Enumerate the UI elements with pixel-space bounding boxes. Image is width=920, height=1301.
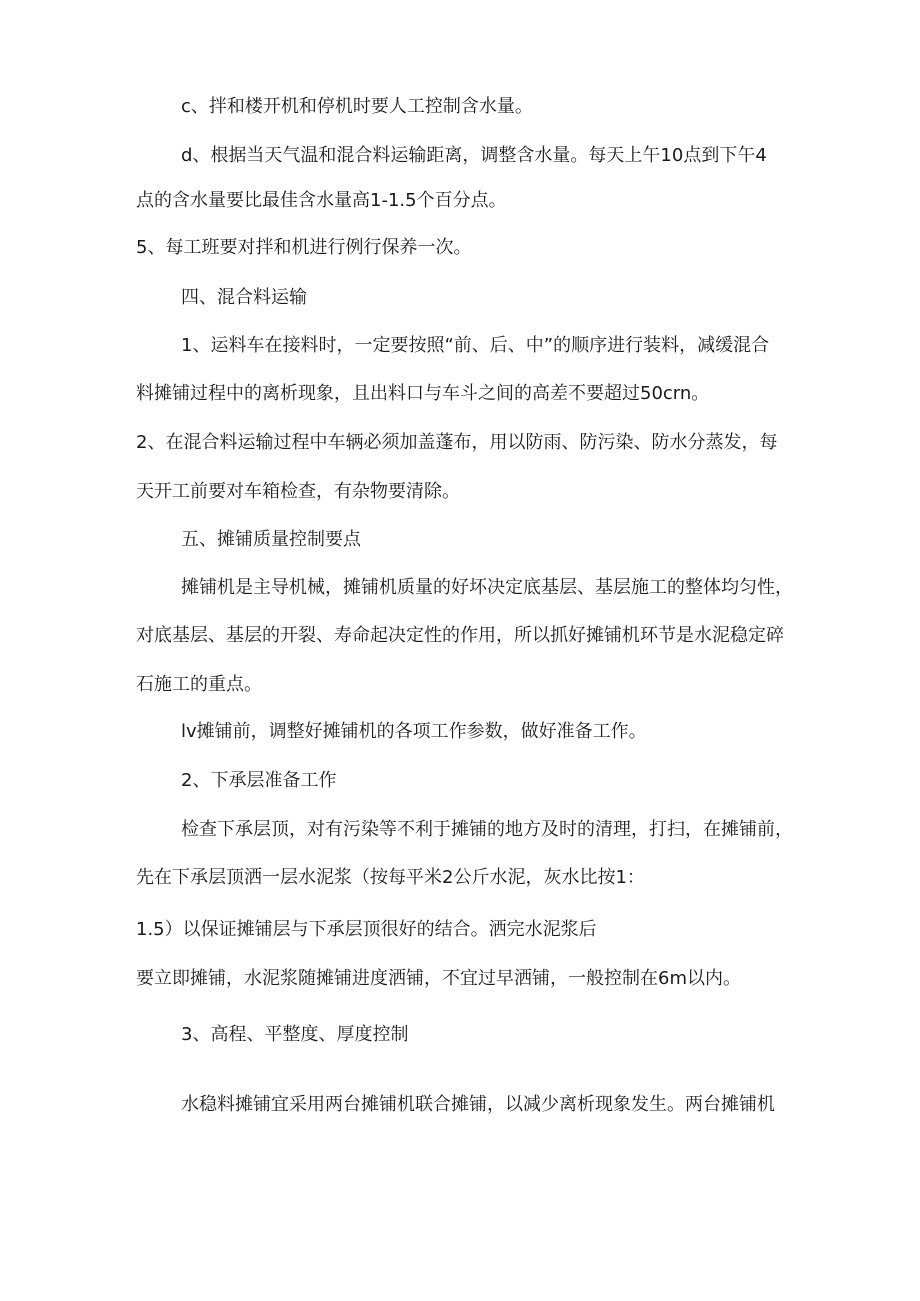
paragraph-line: 对底基层、基层的开裂、寿命起决定性的作用，所以抓好摊铺机环节是水泥稳定碎: [136, 625, 784, 646]
paragraph-line: 5、每工班要对拌和机进行例行保养一次。: [136, 237, 472, 258]
section-heading: 五、摊铺质量控制要点: [181, 529, 361, 550]
paragraph-line: 先在下承层顶洒一层水泥浆（按每平米2公斤水泥，灰水比按1：: [136, 867, 645, 888]
paragraph-line: 要立即摊铺，水泥浆随摊铺进度洒铺，不宜过早洒铺，一般控制在6m以内。: [136, 968, 741, 989]
paragraph-line: 2、在混合料运输过程中车辆必须加盖蓬布，用以防雨、防污染、防水分蒸发，每: [136, 432, 778, 453]
paragraph-line: 点的含水量要比最佳含水量高1-1.5个百分点。: [136, 190, 507, 211]
paragraph-line: 1.5）以保证摊铺层与下承层顶很好的结合。洒完水泥浆后: [136, 919, 597, 940]
paragraph-line: lv摊铺前，调整好摊铺机的各项工作参数，做好准备工作。: [181, 721, 647, 742]
paragraph-line: 摊铺机是主导机械，摊铺机质量的好坏决定底基层、基层施工的整体均匀性，: [181, 577, 793, 598]
section-heading: 四、混合料运输: [181, 287, 307, 308]
section-heading: 2、下承层准备工作: [181, 770, 337, 791]
section-heading: 3、高程、平整度、厚度控制: [181, 1024, 409, 1045]
paragraph-line: c、拌和楼开机和停机时要人工控制含水量。: [181, 96, 533, 117]
paragraph-line: 水稳料摊铺宜采用两台摊铺机联合摊铺，以减少离析现象发生。两台摊铺机: [181, 1094, 775, 1115]
paragraph-line: 天开工前要对车箱检查，有杂物要清除。: [136, 481, 460, 502]
paragraph-line: 料摊铺过程中的离析现象，且出料口与车斗之间的高差不要超过50crn。: [136, 383, 710, 404]
paragraph-line: d、根据当天气温和混合料运输距离，调整含水量。每天上午10点到下午4: [181, 145, 767, 166]
paragraph-line: 石施工的重点。: [136, 674, 262, 695]
paragraph-line: 检查下承层顶，对有污染等不利于摊铺的地方及时的清理，打扫，在摊铺前，: [181, 819, 793, 840]
paragraph-line: 1、运料车在接料时，一定要按照“前、后、中”的顺序进行装料，减缓混合: [181, 335, 770, 356]
